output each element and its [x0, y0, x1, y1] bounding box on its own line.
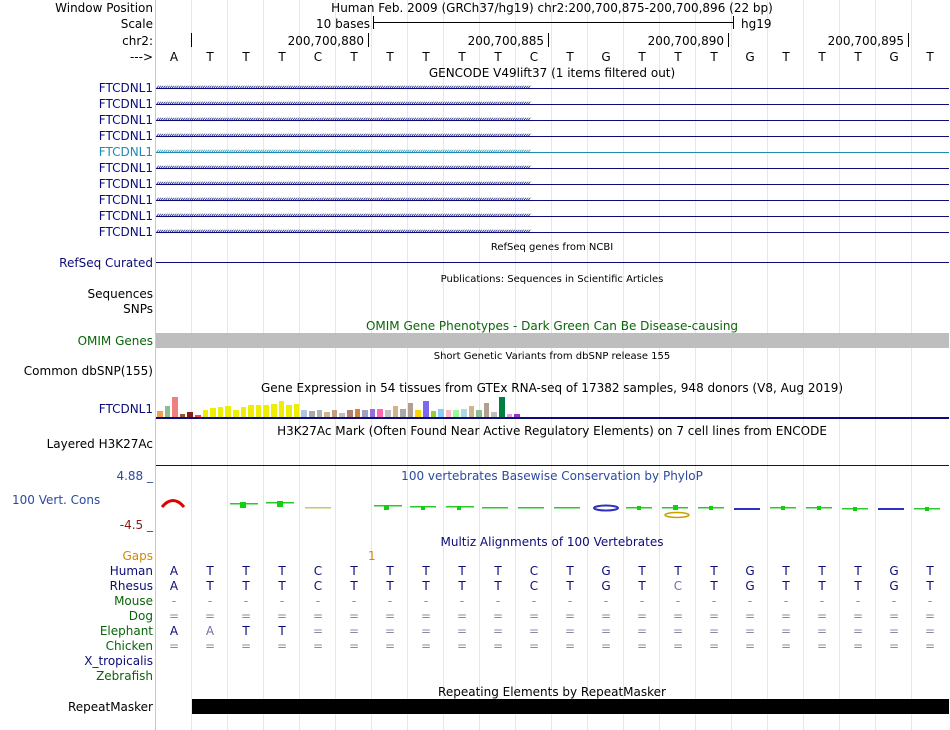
sequence-base: A: [169, 50, 179, 64]
gencode-strand-chevrons: ‹‹‹‹‹‹‹‹‹‹‹‹‹‹‹‹‹‹‹‹‹‹‹‹‹‹‹‹‹‹‹‹‹‹‹‹‹‹‹‹‹‹‹‹‹‹‹‹‹‹‹‹‹‹‹‹‹‹‹‹‹‹‹‹‹‹‹‹‹‹‹‹‹‹‹‹‹‹‹‹‹‹‹‹‹‹‹‹‹‹‹‹‹‹‹‹‹‹‹‹‹‹‹‹‹‹‹‹‹‹‹‹‹‹‹‹‹‹‹‹‹‹‹‹‹‹‹‹‹‹‹‹‹‹‹‹‹‹‹‹‹‹‹‹‹‹‹‹‹‹‹‹‹‹‹‹‹‹‹‹‹‹‹‹‹‹‹‹‹‹: [156, 195, 530, 205]
multiz-base: -: [855, 594, 861, 608]
gencode-strand-chevrons: ‹‹‹‹‹‹‹‹‹‹‹‹‹‹‹‹‹‹‹‹‹‹‹‹‹‹‹‹‹‹‹‹‹‹‹‹‹‹‹‹‹‹‹‹‹‹‹‹‹‹‹‹‹‹‹‹‹‹‹‹‹‹‹‹‹‹‹‹‹‹‹‹‹‹‹‹‹‹‹‹‹‹‹‹‹‹‹‹‹‹‹‹‹‹‹‹‹‹‹‹‹‹‹‹‹‹‹‹‹‹‹‹‹‹‹‹‹‹‹‹‹‹‹‹‹‹‹‹‹‹‹‹‹‹‹‹‹‹‹‹‹‹‹‹‹‹‹‹‹‹‹‹‹‹‹‹‹‹‹‹‹‹‹‹‹‹‹‹‹‹: [156, 131, 530, 141]
gencode-gene-label[interactable]: FTCDNL1: [98, 97, 153, 111]
multiz-base: T: [494, 579, 502, 593]
sequence-base: T: [350, 50, 358, 64]
multiz-base: T: [638, 579, 646, 593]
multiz-base: =: [276, 609, 288, 623]
multiz-base: =: [708, 609, 720, 623]
multiz-base: A: [169, 624, 179, 638]
multiz-species-label[interactable]: Zebrafish: [96, 669, 153, 683]
multiz-base: -: [423, 594, 429, 608]
coordinate-label: 200,700,880: [287, 34, 364, 48]
phylop-mark: [709, 506, 713, 510]
multiz-base: T: [242, 579, 250, 593]
h3k27ac-track-label[interactable]: Layered H3K27Ac: [46, 437, 153, 451]
gencode-strand-chevrons: ‹‹‹‹‹‹‹‹‹‹‹‹‹‹‹‹‹‹‹‹‹‹‹‹‹‹‹‹‹‹‹‹‹‹‹‹‹‹‹‹‹‹‹‹‹‹‹‹‹‹‹‹‹‹‹‹‹‹‹‹‹‹‹‹‹‹‹‹‹‹‹‹‹‹‹‹‹‹‹‹‹‹‹‹‹‹‹‹‹‹‹‹‹‹‹‹‹‹‹‹‹‹‹‹‹‹‹‹‹‹‹‹‹‹‹‹‹‹‹‹‹‹‹‹‹‹‹‹‹‹‹‹‹‹‹‹‹‹‹‹‹‹‹‹‹‹‹‹‹‹‹‹‹‹‹‹‹‹‹‹‹‹‹‹‹‹‹‹‹‹: [156, 115, 530, 125]
multiz-base: T: [566, 579, 574, 593]
multiz-base: =: [204, 609, 216, 623]
multiz-base: =: [348, 639, 360, 653]
multiz-base: =: [348, 624, 360, 638]
multiz-base: -: [279, 594, 285, 608]
multiz-base: =: [816, 609, 828, 623]
multiz-base: =: [492, 624, 504, 638]
gtex-track-label[interactable]: FTCDNL1: [98, 402, 153, 416]
phylop-blue-mark: [594, 506, 618, 511]
coordinate-label: 200,700,885: [467, 34, 544, 48]
sequence-base: G: [745, 50, 755, 64]
multiz-species-label[interactable]: X_tropicalis: [84, 654, 153, 668]
phylop-track-label[interactable]: 100 Vert. Cons: [12, 493, 101, 507]
multiz-base: -: [387, 594, 393, 608]
multiz-species-label[interactable]: Dog: [128, 609, 153, 623]
multiz-base: G: [601, 564, 611, 578]
phylop-mark: [518, 507, 544, 509]
multiz-base: C: [529, 564, 539, 578]
multiz-base: =: [852, 624, 864, 638]
multiz-base: =: [924, 639, 936, 653]
multiz-base: =: [456, 609, 468, 623]
coordinate-label: 200,700,890: [647, 34, 724, 48]
multiz-base: =: [816, 639, 828, 653]
refseq-track-title: RefSeq genes from NCBI: [490, 242, 614, 253]
multiz-base: T: [242, 624, 250, 638]
multiz-base: T: [422, 564, 430, 578]
gencode-gene-label[interactable]: FTCDNL1: [98, 225, 153, 239]
gencode-track-title: GENCODE V49lift37 (1 items filtered out): [428, 66, 676, 80]
multiz-base: =: [564, 609, 576, 623]
phylop-mark: [853, 507, 857, 511]
multiz-base: T: [206, 579, 214, 593]
multiz-base: =: [420, 609, 432, 623]
gap-marker: 1: [368, 549, 376, 563]
multiz-base: =: [780, 609, 792, 623]
multiz-base: T: [278, 624, 286, 638]
coordinate-label: 200,700,895: [827, 34, 904, 48]
phylop-mark: [637, 506, 641, 510]
multiz-base: -: [747, 594, 753, 608]
gencode-strand-chevrons: ‹‹‹‹‹‹‹‹‹‹‹‹‹‹‹‹‹‹‹‹‹‹‹‹‹‹‹‹‹‹‹‹‹‹‹‹‹‹‹‹‹‹‹‹‹‹‹‹‹‹‹‹‹‹‹‹‹‹‹‹‹‹‹‹‹‹‹‹‹‹‹‹‹‹‹‹‹‹‹‹‹‹‹‹‹‹‹‹‹‹‹‹‹‹‹‹‹‹‹‹‹‹‹‹‹‹‹‹‹‹‹‹‹‹‹‹‹‹‹‹‹‹‹‹‹‹‹‹‹‹‹‹‹‹‹‹‹‹‹‹‹‹‹‹‹‹‹‹‹‹‹‹‹‹‹‹‹‹‹‹‹‹‹‹‹‹‹‹‹‹: [156, 211, 530, 221]
multiz-base: T: [278, 564, 286, 578]
multiz-base: -: [891, 594, 897, 608]
multiz-base: G: [745, 564, 755, 578]
sequence-base: T: [242, 50, 250, 64]
multiz-base: T: [350, 579, 358, 593]
repeatmasker-track-title: Repeating Elements by RepeatMasker: [438, 685, 666, 699]
sequence-base: T: [710, 50, 718, 64]
multiz-base: =: [744, 639, 756, 653]
multiz-base: =: [240, 639, 252, 653]
multiz-base: T: [854, 579, 862, 593]
publications-track-title: Publications: Sequences in Scientific Articles: [440, 274, 664, 285]
phylop-mark: [305, 507, 331, 509]
omim-track-label[interactable]: OMIM Genes: [77, 334, 153, 348]
phylop-track-title: 100 vertebrates Basewise Conservation by PhyloP: [401, 469, 703, 483]
multiz-base: =: [384, 639, 396, 653]
multiz-base: -: [711, 594, 717, 608]
gtex-track-title: Gene Expression in 54 tissues from GTEx RNA-seq of 17382 samples, 948 donors (V8, Aug 2019): [260, 381, 844, 395]
multiz-base: =: [204, 639, 216, 653]
sequence-base: T: [206, 50, 214, 64]
multiz-base: -: [531, 594, 537, 608]
multiz-base: =: [564, 639, 576, 653]
omim-track-title: OMIM Gene Phenotypes - Dark Green Can Be Disease-causing: [365, 319, 739, 333]
multiz-base: =: [636, 639, 648, 653]
multiz-base: =: [312, 624, 324, 638]
scale-label: Scale: [120, 17, 153, 31]
multiz-base: -: [459, 594, 465, 608]
sequence-base: T: [674, 50, 682, 64]
gencode-gene-label[interactable]: FTCDNL1: [98, 177, 153, 191]
multiz-base: =: [168, 639, 180, 653]
gencode-strand-chevrons: ‹‹‹‹‹‹‹‹‹‹‹‹‹‹‹‹‹‹‹‹‹‹‹‹‹‹‹‹‹‹‹‹‹‹‹‹‹‹‹‹‹‹‹‹‹‹‹‹‹‹‹‹‹‹‹‹‹‹‹‹‹‹‹‹‹‹‹‹‹‹‹‹‹‹‹‹‹‹‹‹‹‹‹‹‹‹‹‹‹‹‹‹‹‹‹‹‹‹‹‹‹‹‹‹‹‹‹‹‹‹‹‹‹‹‹‹‹‹‹‹‹‹‹‹‹‹‹‹‹‹‹‹‹‹‹‹‹‹‹‹‹‹‹‹‹‹‹‹‹‹‹‹‹‹‹‹‹‹‹‹‹‹‹‹‹‹‹‹‹‹: [156, 147, 530, 157]
multiz-base: =: [168, 609, 180, 623]
multiz-base: =: [708, 624, 720, 638]
multiz-base: -: [639, 594, 645, 608]
multiz-base: =: [744, 624, 756, 638]
multiz-base: T: [242, 564, 250, 578]
multiz-base: G: [889, 564, 899, 578]
multiz-base: -: [243, 594, 249, 608]
multiz-base: -: [819, 594, 825, 608]
chr-label: chr2:: [122, 34, 153, 48]
sequence-base: T: [926, 50, 934, 64]
dbsnp-track-title: Short Genetic Variants from dbSNP release 155: [433, 351, 671, 362]
phylop-mark: [482, 507, 508, 509]
publications-snps-label[interactable]: SNPs: [123, 302, 153, 316]
multiz-base: =: [816, 624, 828, 638]
dbsnp-track-label[interactable]: Common dbSNP(155): [23, 364, 153, 378]
multiz-base: =: [492, 609, 504, 623]
repeatmasker-element[interactable]: [192, 699, 949, 714]
multiz-base: =: [312, 639, 324, 653]
multiz-base: =: [600, 624, 612, 638]
multiz-base: =: [600, 609, 612, 623]
multiz-base: T: [926, 564, 934, 578]
window-position-label: Window Position: [55, 1, 153, 15]
multiz-base: =: [456, 639, 468, 653]
multiz-base: =: [708, 639, 720, 653]
phylop-mark: [673, 505, 678, 510]
multiz-base: =: [780, 639, 792, 653]
sequence-base: T: [854, 50, 862, 64]
gencode-strand-chevrons: ‹‹‹‹‹‹‹‹‹‹‹‹‹‹‹‹‹‹‹‹‹‹‹‹‹‹‹‹‹‹‹‹‹‹‹‹‹‹‹‹‹‹‹‹‹‹‹‹‹‹‹‹‹‹‹‹‹‹‹‹‹‹‹‹‹‹‹‹‹‹‹‹‹‹‹‹‹‹‹‹‹‹‹‹‹‹‹‹‹‹‹‹‹‹‹‹‹‹‹‹‹‹‹‹‹‹‹‹‹‹‹‹‹‹‹‹‹‹‹‹‹‹‹‹‹‹‹‹‹‹‹‹‹‹‹‹‹‹‹‹‹‹‹‹‹‹‹‹‹‹‹‹‹‹‹‹‹‹‹‹‹‹‹‹‹‹‹‹‹‹: [156, 179, 530, 189]
multiz-base: G: [889, 579, 899, 593]
multiz-base: =: [348, 609, 360, 623]
multiz-base: =: [636, 609, 648, 623]
multiz-base: T: [710, 564, 718, 578]
multiz-base: =: [528, 624, 540, 638]
db-text: hg19: [741, 17, 772, 31]
multiz-base: C: [313, 579, 323, 593]
multiz-base: =: [636, 624, 648, 638]
multiz-base: =: [888, 609, 900, 623]
multiz-base: =: [780, 624, 792, 638]
multiz-base: =: [492, 639, 504, 653]
multiz-base: =: [312, 609, 324, 623]
sequence-base: T: [278, 50, 286, 64]
multiz-base: T: [386, 579, 394, 593]
scale-text: 10 bases: [316, 17, 370, 31]
sequence-base: T: [818, 50, 826, 64]
h3k27ac-track-title: H3K27Ac Mark (Often Found Near Active Regulatory Elements) on 7 cell lines from ENCODE: [277, 424, 827, 438]
multiz-species-label[interactable]: Rhesus: [109, 579, 153, 593]
multiz-base: =: [384, 624, 396, 638]
multiz-base: A: [169, 579, 179, 593]
multiz-base: =: [456, 624, 468, 638]
multiz-base: T: [494, 564, 502, 578]
multiz-track-title: Multiz Alignments of 100 Vertebrates: [440, 535, 664, 549]
multiz-base: =: [240, 609, 252, 623]
phylop-mark: [457, 506, 461, 510]
multiz-base: T: [818, 564, 826, 578]
phylop-mark: [384, 505, 389, 510]
arrow-label: --->: [129, 50, 153, 64]
phylop-mark: [277, 501, 283, 507]
multiz-base: T: [206, 564, 214, 578]
multiz-base: -: [783, 594, 789, 608]
multiz-species-label[interactable]: Chicken: [105, 639, 153, 653]
multiz-base: T: [422, 579, 430, 593]
multiz-base: -: [927, 594, 933, 608]
phylop-mark: [781, 506, 785, 510]
gencode-gene-label[interactable]: FTCDNL1: [98, 129, 153, 143]
multiz-base: -: [315, 594, 321, 608]
multiz-base: =: [384, 609, 396, 623]
phylop-mark: [878, 508, 904, 510]
phylop-red-peak: [162, 501, 184, 508]
multiz-base: -: [603, 594, 609, 608]
sequence-base: C: [313, 50, 323, 64]
multiz-base: G: [745, 579, 755, 593]
sequence-base: T: [566, 50, 574, 64]
phylop-mark: [734, 508, 760, 510]
gencode-gene-label[interactable]: FTCDNL1: [98, 193, 153, 207]
multiz-base: -: [675, 594, 681, 608]
gencode-gene-label[interactable]: FTCDNL1: [98, 161, 153, 175]
multiz-base: =: [564, 624, 576, 638]
multiz-base: =: [888, 624, 900, 638]
gencode-gene-label[interactable]: FTCDNL1: [98, 113, 153, 127]
sequence-base: T: [458, 50, 466, 64]
refseq-track-label[interactable]: RefSeq Curated: [59, 256, 153, 270]
phylop-mark: [554, 507, 580, 509]
multiz-base: =: [852, 639, 864, 653]
multiz-base: T: [458, 579, 466, 593]
sequence-base: T: [422, 50, 430, 64]
multiz-base: T: [710, 579, 718, 593]
sequence-base: G: [889, 50, 899, 64]
multiz-species-label[interactable]: Elephant: [99, 624, 153, 638]
multiz-base: T: [854, 564, 862, 578]
multiz-base: T: [818, 579, 826, 593]
multiz-base: T: [926, 579, 934, 593]
phylop-max-label: 4.88 _: [116, 469, 153, 483]
phylop-mark: [817, 506, 821, 510]
sequence-base: T: [782, 50, 790, 64]
multiz-base: C: [673, 579, 683, 593]
multiz-base: =: [852, 609, 864, 623]
multiz-base: =: [528, 639, 540, 653]
sequence-base: T: [638, 50, 646, 64]
multiz-base: T: [674, 564, 682, 578]
multiz-base: T: [566, 564, 574, 578]
multiz-base: -: [567, 594, 573, 608]
multiz-base: -: [207, 594, 213, 608]
multiz-base: T: [350, 564, 358, 578]
multiz-base: =: [672, 624, 684, 638]
multiz-base: =: [420, 624, 432, 638]
multiz-base: =: [744, 609, 756, 623]
gencode-strand-chevrons: ‹‹‹‹‹‹‹‹‹‹‹‹‹‹‹‹‹‹‹‹‹‹‹‹‹‹‹‹‹‹‹‹‹‹‹‹‹‹‹‹‹‹‹‹‹‹‹‹‹‹‹‹‹‹‹‹‹‹‹‹‹‹‹‹‹‹‹‹‹‹‹‹‹‹‹‹‹‹‹‹‹‹‹‹‹‹‹‹‹‹‹‹‹‹‹‹‹‹‹‹‹‹‹‹‹‹‹‹‹‹‹‹‹‹‹‹‹‹‹‹‹‹‹‹‹‹‹‹‹‹‹‹‹‹‹‹‹‹‹‹‹‹‹‹‹‹‹‹‹‹‹‹‹‹‹‹‹‹‹‹‹‹‹‹‹‹‹‹‹‹: [156, 227, 530, 237]
phylop-mark: [925, 507, 929, 511]
multiz-base: A: [169, 564, 179, 578]
multiz-base: C: [529, 579, 539, 593]
gencode-gene-label[interactable]: FTCDNL1: [98, 81, 153, 95]
multiz-base: =: [924, 609, 936, 623]
sequence-base: T: [494, 50, 502, 64]
gencode-strand-chevrons: ‹‹‹‹‹‹‹‹‹‹‹‹‹‹‹‹‹‹‹‹‹‹‹‹‹‹‹‹‹‹‹‹‹‹‹‹‹‹‹‹‹‹‹‹‹‹‹‹‹‹‹‹‹‹‹‹‹‹‹‹‹‹‹‹‹‹‹‹‹‹‹‹‹‹‹‹‹‹‹‹‹‹‹‹‹‹‹‹‹‹‹‹‹‹‹‹‹‹‹‹‹‹‹‹‹‹‹‹‹‹‹‹‹‹‹‹‹‹‹‹‹‹‹‹‹‹‹‹‹‹‹‹‹‹‹‹‹‹‹‹‹‹‹‹‹‹‹‹‹‹‹‹‹‹‹‹‹‹‹‹‹‹‹‹‹‹‹‹‹‹: [156, 163, 530, 173]
repeatmasker-track-label[interactable]: RepeatMasker: [67, 700, 153, 714]
gencode-gene-label[interactable]: FTCDNL1: [98, 145, 153, 159]
phylop-yellow-mark: [665, 513, 689, 518]
phylop-mark: [240, 502, 246, 508]
multiz-base: -: [171, 594, 177, 608]
sequence-base: C: [529, 50, 539, 64]
multiz-base: =: [528, 609, 540, 623]
phylop-mark: [421, 506, 425, 510]
multiz-base: =: [672, 639, 684, 653]
gencode-gene-label[interactable]: FTCDNL1: [98, 209, 153, 223]
multiz-base: T: [278, 579, 286, 593]
multiz-base: T: [386, 564, 394, 578]
multiz-base: -: [495, 594, 501, 608]
multiz-species-label[interactable]: Mouse: [114, 594, 153, 608]
sequence-base: G: [601, 50, 611, 64]
multiz-base: T: [782, 579, 790, 593]
multiz-species-label[interactable]: Human: [109, 564, 153, 578]
multiz-base: =: [924, 624, 936, 638]
multiz-base: =: [276, 639, 288, 653]
multiz-base: =: [420, 639, 432, 653]
assembly-position-text: Human Feb. 2009 (GRCh37/hg19) chr2:200,700,875-200,700,896 (22 bp): [331, 1, 773, 15]
multiz-base: -: [351, 594, 357, 608]
multiz-base: =: [888, 639, 900, 653]
gencode-strand-chevrons: ‹‹‹‹‹‹‹‹‹‹‹‹‹‹‹‹‹‹‹‹‹‹‹‹‹‹‹‹‹‹‹‹‹‹‹‹‹‹‹‹‹‹‹‹‹‹‹‹‹‹‹‹‹‹‹‹‹‹‹‹‹‹‹‹‹‹‹‹‹‹‹‹‹‹‹‹‹‹‹‹‹‹‹‹‹‹‹‹‹‹‹‹‹‹‹‹‹‹‹‹‹‹‹‹‹‹‹‹‹‹‹‹‹‹‹‹‹‹‹‹‹‹‹‹‹‹‹‹‹‹‹‹‹‹‹‹‹‹‹‹‹‹‹‹‹‹‹‹‹‹‹‹‹‹‹‹‹‹‹‹‹‹‹‹‹‹‹‹‹‹: [156, 83, 530, 93]
gaps-label: Gaps: [122, 549, 153, 563]
multiz-base: =: [600, 639, 612, 653]
phylop-min-label: -4.5 _: [119, 518, 153, 532]
multiz-base: T: [782, 564, 790, 578]
sequence-base: T: [386, 50, 394, 64]
publications-sequences-label[interactable]: Sequences: [87, 287, 153, 301]
multiz-base: G: [601, 579, 611, 593]
multiz-base: C: [313, 564, 323, 578]
multiz-base: T: [458, 564, 466, 578]
multiz-base: T: [638, 564, 646, 578]
gencode-strand-chevrons: ‹‹‹‹‹‹‹‹‹‹‹‹‹‹‹‹‹‹‹‹‹‹‹‹‹‹‹‹‹‹‹‹‹‹‹‹‹‹‹‹‹‹‹‹‹‹‹‹‹‹‹‹‹‹‹‹‹‹‹‹‹‹‹‹‹‹‹‹‹‹‹‹‹‹‹‹‹‹‹‹‹‹‹‹‹‹‹‹‹‹‹‹‹‹‹‹‹‹‹‹‹‹‹‹‹‹‹‹‹‹‹‹‹‹‹‹‹‹‹‹‹‹‹‹‹‹‹‹‹‹‹‹‹‹‹‹‹‹‹‹‹‹‹‹‹‹‹‹‹‹‹‹‹‹‹‹‹‹‹‹‹‹‹‹‹‹‹‹‹‹: [156, 99, 530, 109]
multiz-base: A: [205, 624, 215, 638]
multiz-base: =: [672, 609, 684, 623]
